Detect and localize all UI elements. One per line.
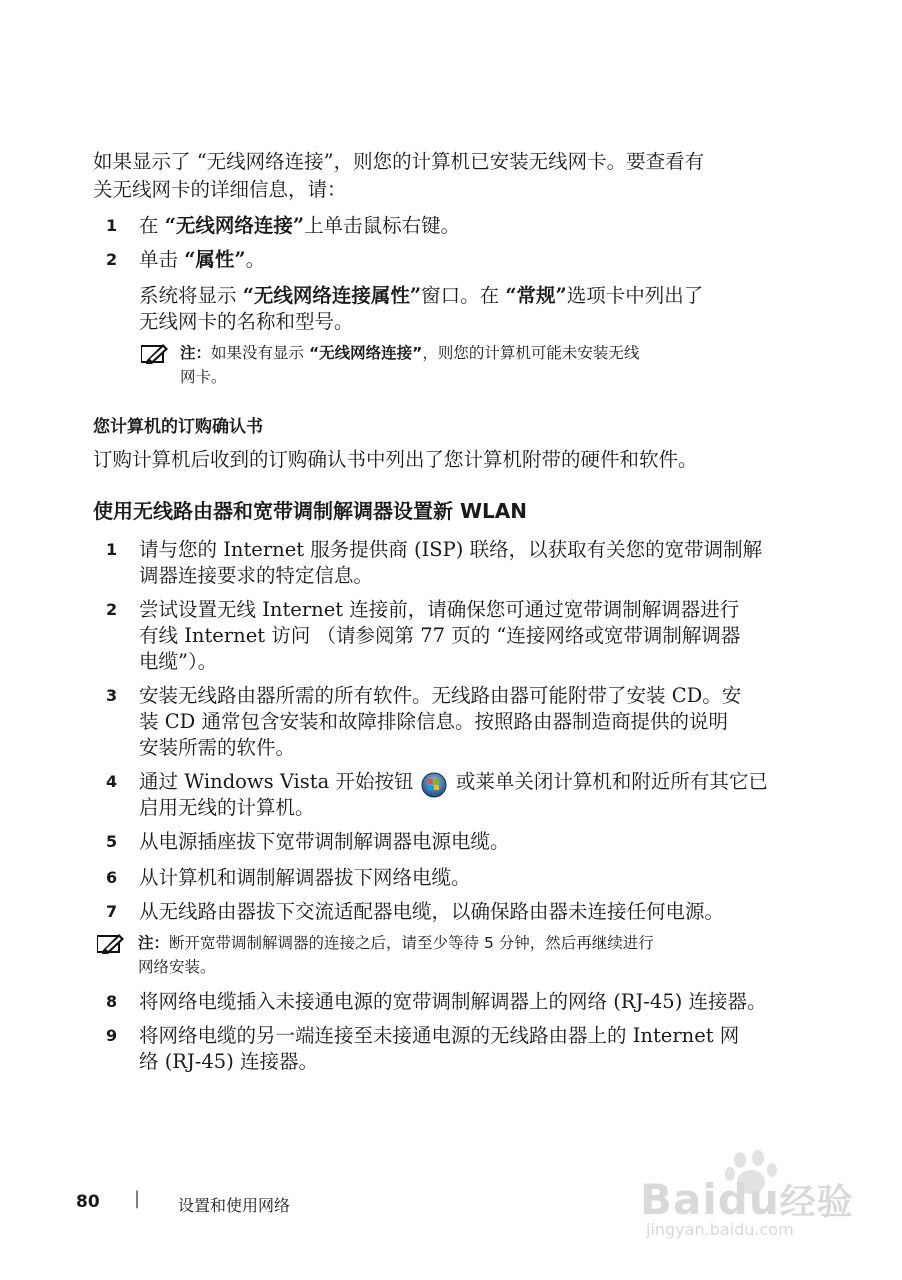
step-number: 2 <box>106 250 118 269</box>
step-line: 启用无线的计算机。 <box>139 796 315 819</box>
note-label: 注： <box>180 344 212 362</box>
step-line: 安装所需的软件。 <box>139 736 296 759</box>
step-line: 有线 Internet 访问 （请参阅第 77 页的 “连接网络或宽带调制解调器 <box>139 624 741 647</box>
step-line: 调器连接要求的特定信息。 <box>139 564 374 587</box>
note-label: 注： <box>138 934 170 952</box>
step-text-pre: 单击 <box>139 248 185 271</box>
step-line-pre: 通过 Windows Vista 开始按钮 <box>139 770 420 793</box>
page-number: 80 <box>76 1192 100 1212</box>
step-text-bold: “属性” <box>184 248 246 271</box>
note-post: ，则您的计算机可能未安装无线 <box>422 344 640 362</box>
step-number: 8 <box>106 992 118 1011</box>
step-line: 将网络电缆的另一端连接至未接通电源的无线路由器上的 Internet 网 <box>139 1024 740 1047</box>
step-text-pre: 在 <box>139 214 165 237</box>
step-number: 1 <box>106 216 118 235</box>
note-bold: “无线网络连接” <box>308 344 423 362</box>
note-line-1 <box>138 931 654 955</box>
section-heading: 使用无线路由器和宽带调制解调器设置新 WLAN <box>93 499 527 523</box>
step-line: 尝试设置无线 Internet 连接前，请确保您可通过宽带调制解调器进行 <box>139 598 740 621</box>
result-mid: 窗口。在 <box>421 284 506 307</box>
baidu-jingyan-watermark <box>640 1160 860 1239</box>
intro-line-1: 如果显示了 “无线网络连接”，则您的计算机已安装无线网卡。要查看有 <box>93 150 705 173</box>
step-number: 9 <box>106 1026 118 1045</box>
step-line: 请与您的 Internet 服务提供商 (ISP) 联络，以获取有关您的宽带调制解 <box>139 538 763 561</box>
result-pre: 系统将显示 <box>139 284 243 307</box>
result-post: 选项卡中列出了 <box>566 284 704 307</box>
step-line: 将网络电缆插入未接通电源的宽带调制解调器上的网络 (RJ-45) 连接器。 <box>139 990 767 1013</box>
step-line: 从无线路由器拔下交流适配器电缆，以确保路由器未连接任何电源。 <box>139 900 725 923</box>
watermark-brand-2: du <box>717 1175 780 1224</box>
footer-section-title: 设置和使用网络 <box>178 1196 291 1215</box>
step-text-post: 上单击鼠标右键。 <box>304 214 461 237</box>
watermark-url: jingyan.baidu.com <box>646 1220 794 1239</box>
step-line: 从计算机和调制解调器拔下网络电缆。 <box>139 866 471 889</box>
step-line: 从电源插座拔下宽带调制解调器电源电缆。 <box>139 830 510 853</box>
step-text-post: 。 <box>245 248 266 271</box>
step-line <box>139 768 768 796</box>
step-number: 7 <box>106 902 118 921</box>
step-line: 装 CD 通常包含安装和故障排除信息。按照路由器制造商提供的说明 <box>139 710 728 733</box>
intro-line-2: 关无线网卡的详细信息，请： <box>93 178 347 201</box>
result-line-1 <box>139 282 703 310</box>
step-line-post: 或莱单关闭计算机和附近所有其它已 <box>449 770 768 793</box>
step-text <box>139 212 460 240</box>
step-line: 安装无线路由器所需的所有软件。无线路由器可能附带了安装 CD。安 <box>139 684 742 707</box>
footer-separator: | <box>134 1188 141 1209</box>
step-text-bold: “无线网络连接” <box>164 214 305 237</box>
note-pencil-icon <box>97 934 125 954</box>
step-number: 2 <box>106 600 118 619</box>
step-line: 络 (RJ-45) 连接器。 <box>139 1050 319 1073</box>
step-number: 4 <box>106 772 118 791</box>
step-number: 3 <box>106 686 118 705</box>
note-pre: 如果没有显示 <box>211 344 309 362</box>
step-number: 1 <box>106 540 118 559</box>
result-line-2: 无线网卡的名称和型号。 <box>139 310 354 333</box>
step-line: 电缆”）。 <box>139 650 218 673</box>
step-number: 6 <box>106 868 118 887</box>
subheading-text: 订购计算机后收到的订购确认书中列出了您计算机附带的硬件和软件。 <box>93 448 698 471</box>
windows-start-button-icon <box>420 772 450 794</box>
result-bold-1: “无线网络连接属性” <box>242 284 422 307</box>
step-text <box>139 246 265 274</box>
note-pencil-icon <box>141 344 169 364</box>
subheading: 您计算机的订购确认书 <box>93 417 263 437</box>
step-number: 5 <box>106 832 118 851</box>
result-bold-2: “常规” <box>505 284 567 307</box>
note-line-2: 网络安装。 <box>138 958 216 976</box>
note-line-2: 网卡。 <box>180 368 227 386</box>
watermark-cn: 经验 <box>779 1182 854 1223</box>
watermark-brand: Bai <box>640 1175 718 1224</box>
note-line-1 <box>180 341 639 365</box>
note-text: 断开宽带调制解调器的连接之后，请至少等待 5 分钟，然后再继续进行 <box>169 934 654 952</box>
